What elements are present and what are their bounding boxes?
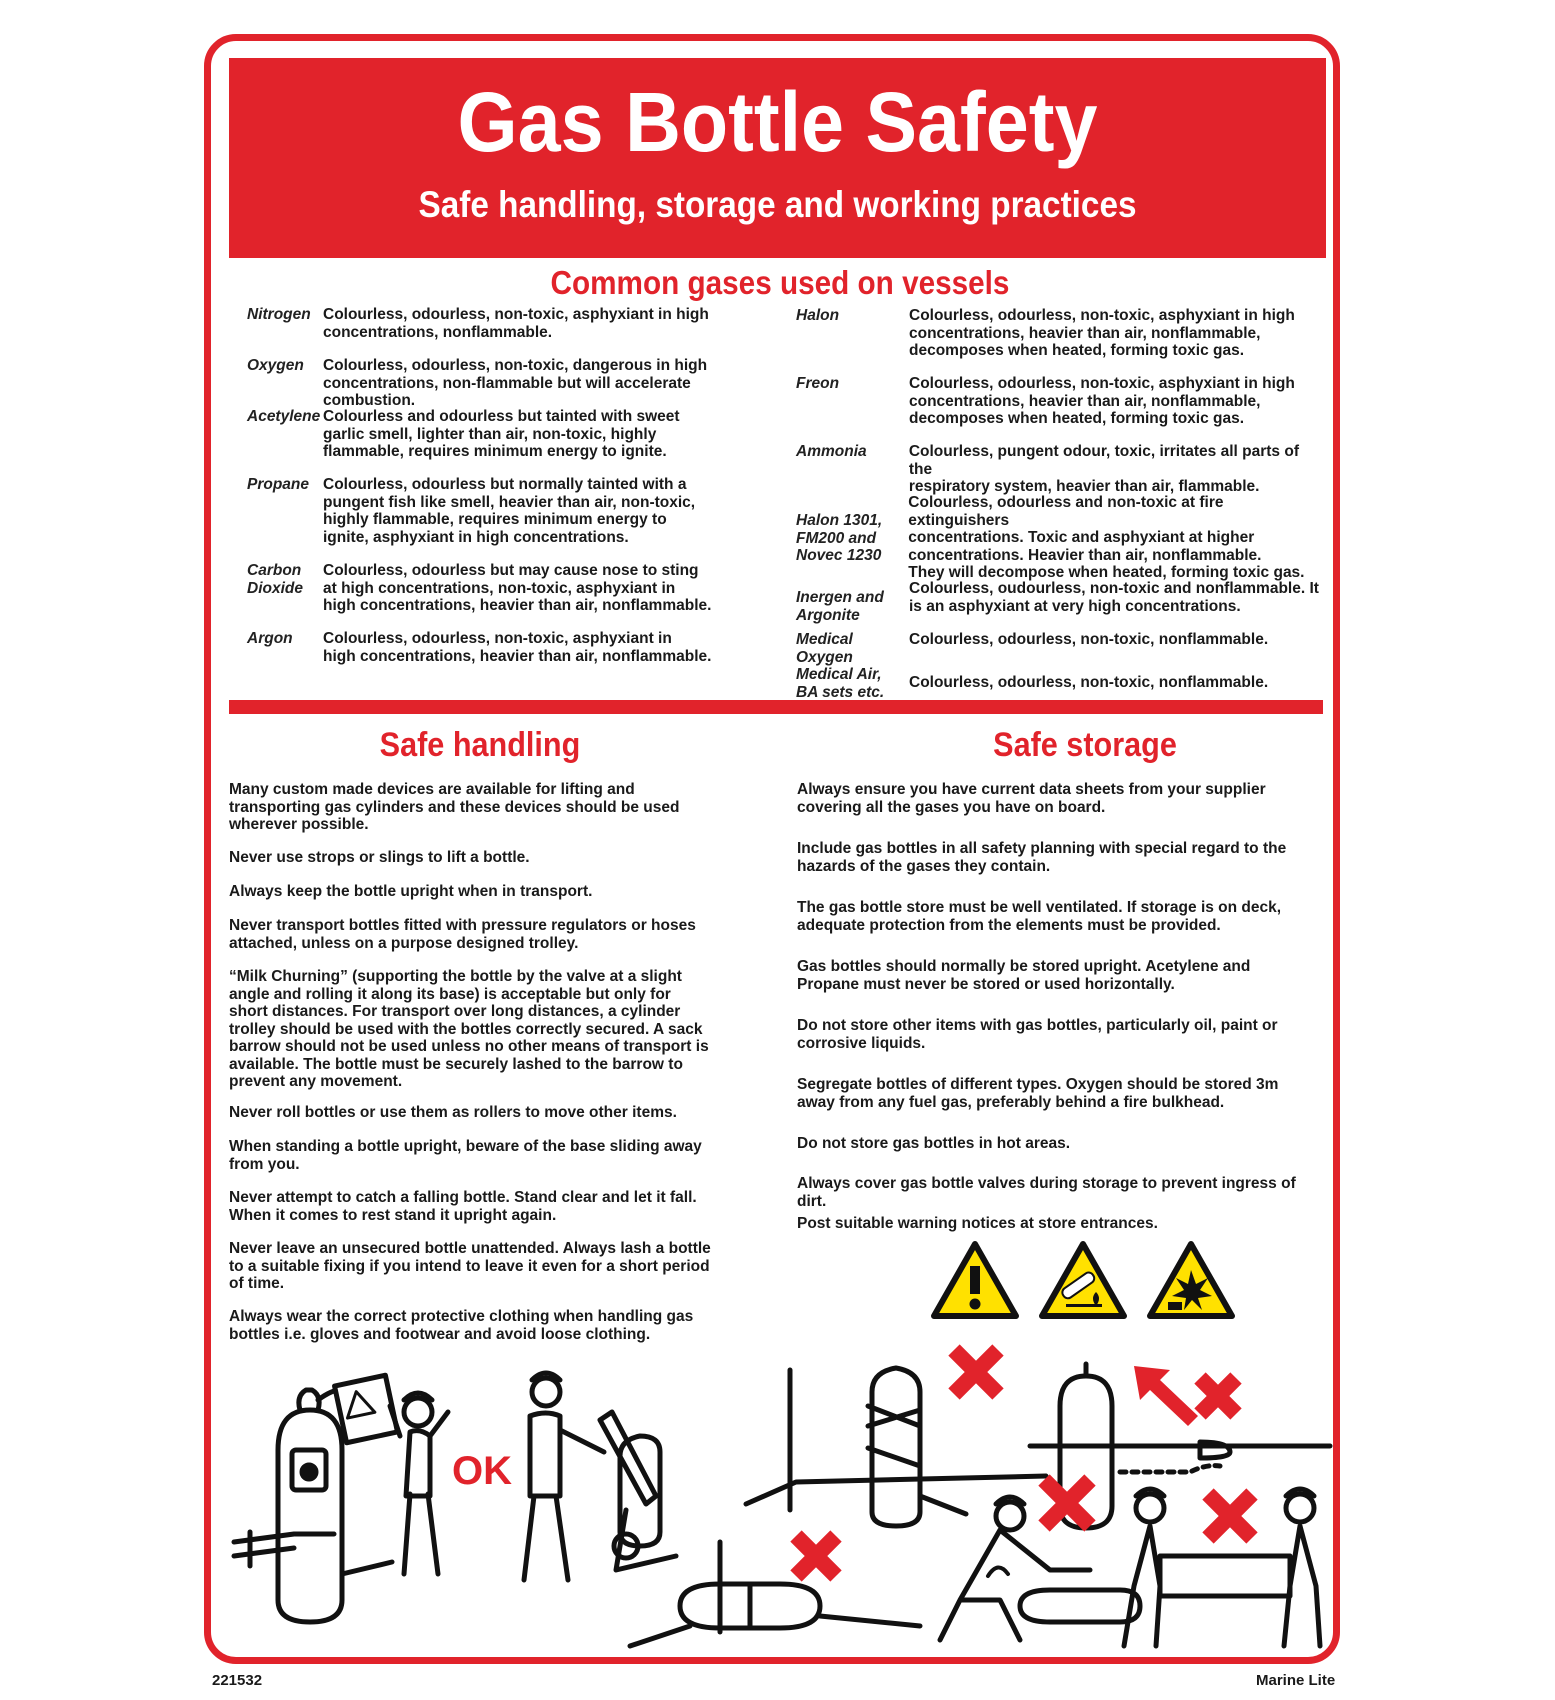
gas-description: Colourless, odourless but normally tainted with a pungent fish like smell, heavier than air, non-toxic, highly flammable, requires minimum energy to ignite, asphyxiant in high concentrations. <box>323 476 696 546</box>
handling-paragraph: Never transport bottles fitted with pressure regulators or hoses attached, unless on a purpose designed trolley. <box>229 917 696 952</box>
gas-name: Acetylene <box>247 408 321 425</box>
storage-paragraph: Gas bottles should normally be stored upright. Acetylene and Propane must never be stored or used horizontally. <box>797 958 1251 993</box>
storage-paragraph: Segregate bottles of different types. Oxygen should be stored 3m away from any fuel gas, preferably behind a fire bulkhead. <box>797 1076 1279 1111</box>
gas-name: Halon 1301, FM200 and Novec 1230 <box>796 512 883 564</box>
gas-name: Inergen and Argonite <box>796 589 884 624</box>
gas-name: Argon <box>247 630 293 647</box>
gas-name: Ammonia <box>796 443 867 460</box>
gas-description: Colourless, odourless, non-toxic, nonflammable. <box>909 674 1269 691</box>
gas-description: Colourless and odourless but tainted with sweet garlic smell, lighter than air, non-toxic, highly flammable, requires minimum energy to ignite. <box>323 408 680 460</box>
handling-paragraph: When standing a bottle upright, beware of the base sliding away from you. <box>229 1138 702 1173</box>
page-title: Gas Bottle Safety <box>457 75 1098 169</box>
storage-section-title: Safe storage <box>993 726 1177 764</box>
page-subtitle: Safe handling, storage and working practices <box>418 184 1137 225</box>
gas-row <box>247 306 709 341</box>
prohibited-cross-icon <box>954 1350 998 1394</box>
gas-description: Colourless, oudourless, non-toxic and nonflammable. It is an asphyxiant at very high concentrations. <box>909 580 1319 615</box>
explosive-warning-icon <box>1150 1244 1232 1316</box>
storage-paragraph: Post suitable warning notices at store entrances. <box>797 1215 1158 1232</box>
handling-paragraph: Never attempt to catch a falling bottle. Stand clear and let it fall. When it comes to rest stand it upright again. <box>229 1189 697 1224</box>
gas-name: Medical Air, BA sets etc. <box>796 666 885 701</box>
rolling-bottle-icon <box>630 1542 920 1646</box>
storage-paragraph: Include gas bottles in all safety planning with special regard to the hazards of the gases they contain. <box>797 840 1287 875</box>
prohibited-crosses <box>796 1350 1252 1576</box>
handling-paragraph: Never leave an unsecured bottle unattended. Always lash a bottle to a suitable fixing if you intend to leave it even for a short period of time. <box>229 1240 711 1292</box>
gas-name: Freon <box>796 375 840 392</box>
gas-row <box>247 476 695 546</box>
gas-row <box>247 630 711 665</box>
compressed-gas-warning-icon <box>1042 1244 1124 1316</box>
gas-row <box>247 562 711 615</box>
storage-paragraph: Always ensure you have current data sheets from your supplier covering all the gases you have on board. <box>797 781 1266 816</box>
gas-row <box>796 661 1268 701</box>
gas-name: Carbon Dioxide <box>247 562 303 597</box>
arrow-up-icon <box>1134 1366 1198 1426</box>
gas-row <box>796 443 1326 496</box>
gas-row <box>247 357 787 410</box>
gas-description: Colourless, odourless, non-toxic, asphyxiant in high concentrations, heavier than air, nonflammable, decomposes when heated, forming toxic gas. <box>909 307 1295 359</box>
handling-paragraph: Never roll bottles or use them as rollers to move other items. <box>229 1104 677 1121</box>
gas-description: Colourless, odourless, non-toxic, nonflammable. <box>909 631 1269 648</box>
handling-paragraph: Never use strops or slings to lift a bottle. <box>229 849 530 866</box>
gas-name: Medical Oxygen <box>796 631 853 666</box>
handling-paragraph: Always keep the bottle upright when in transport. <box>229 883 593 900</box>
gas-row <box>796 494 1326 582</box>
section-divider <box>229 700 1323 714</box>
handling-paragraph: Many custom made devices are available for lifting and transporting gas cylinders and these devices should be used wherever possible. <box>229 781 680 833</box>
gas-row <box>796 580 1319 624</box>
gas-description: Colourless, pungent odour, toxic, irritates all parts of the respiratory system, heavier than air, flammable. <box>908 443 1299 495</box>
gas-row <box>796 307 1295 360</box>
gas-description: Colourless, odourless and non-toxic at fire extinguishers concentrations. Toxic and asphyxiant at higher concentrations. Heavier than air, nonflammable. They will decompose when heated, forming toxic gas. <box>908 494 1305 581</box>
gas-name: Nitrogen <box>247 306 311 323</box>
gas-row <box>247 408 680 461</box>
handling-paragraph: “Milk Churning” (supporting the bottle by the valve at a slight angle and rolling it along its base) is acceptable but only for short distances. For transport over long distances, a cylinder trolley should be used with the bottles correctly secured. A sack barrow should not be used unless no other means of transport is available. The bottle must be securely lashed to the barrow to prevent any movement. <box>229 968 709 1090</box>
footer-code: 221532 <box>212 1672 263 1689</box>
worker-reading-sign-icon <box>335 1375 448 1574</box>
header-banner <box>229 58 1326 258</box>
warning-general-icon <box>934 1244 1016 1316</box>
gas-description: Colourless, odourless, non-toxic, dangerous in high concentrations, non-flammable but will accelerate combustion. <box>322 357 708 409</box>
gases-section-title: Common gases used on vessels <box>550 264 1010 301</box>
warning-icons <box>930 1240 1350 1320</box>
gas-name: Oxygen <box>247 357 304 374</box>
gas-description: Colourless, odourless, non-toxic, asphyxiant in high concentrations, heavier than air, nonflammable. <box>323 630 712 665</box>
gas-description: Colourless, odourless, non-toxic, asphyxiant in high concentrations, nonflammable. <box>323 306 709 341</box>
storage-paragraph: Do not store other items with gas bottles, particularly oil, paint or corrosive liquids. <box>797 1017 1278 1052</box>
gas-description: Colourless, odourless, non-toxic, asphyxiant in high concentrations, heavier than air, nonflammable, decomposes when heated, forming toxic gas. <box>909 375 1295 427</box>
prohibited-cross-icon <box>1208 1494 1252 1538</box>
prohibited-cross-icon <box>1200 1378 1236 1414</box>
handling-section-title: Safe handling <box>379 726 581 764</box>
gas-name: Halon <box>796 307 840 324</box>
gas-description: Colourless, odourless but may cause nose to sting at high concentrations, non-toxic, asphyxiant in high concentrations, heavier than air, nonflammable. <box>323 562 712 614</box>
gas-name: Propane <box>247 476 310 493</box>
prohibited-cross-icon <box>796 1536 836 1576</box>
prohibited-cross-icon <box>1044 1480 1090 1526</box>
storage-illustrations <box>620 1316 1340 1656</box>
storage-paragraph: Always cover gas bottle valves during storage to prevent ingress of dirt. <box>797 1175 1296 1210</box>
storage-paragraph: The gas bottle store must be well ventilated. If storage is on deck, adequate protection from the elements must be provided. <box>797 899 1282 934</box>
storage-paragraph: Do not store gas bottles in hot areas. <box>797 1135 1071 1152</box>
footer-brand: Marine Lite <box>1256 1672 1336 1689</box>
handling-paragraph: Always wear the correct protective clothing when handling gas bottles i.e. gloves and footwear and avoid loose clothing. <box>229 1308 694 1343</box>
ok-label: OK <box>452 1449 512 1493</box>
gas-row <box>796 375 1295 428</box>
